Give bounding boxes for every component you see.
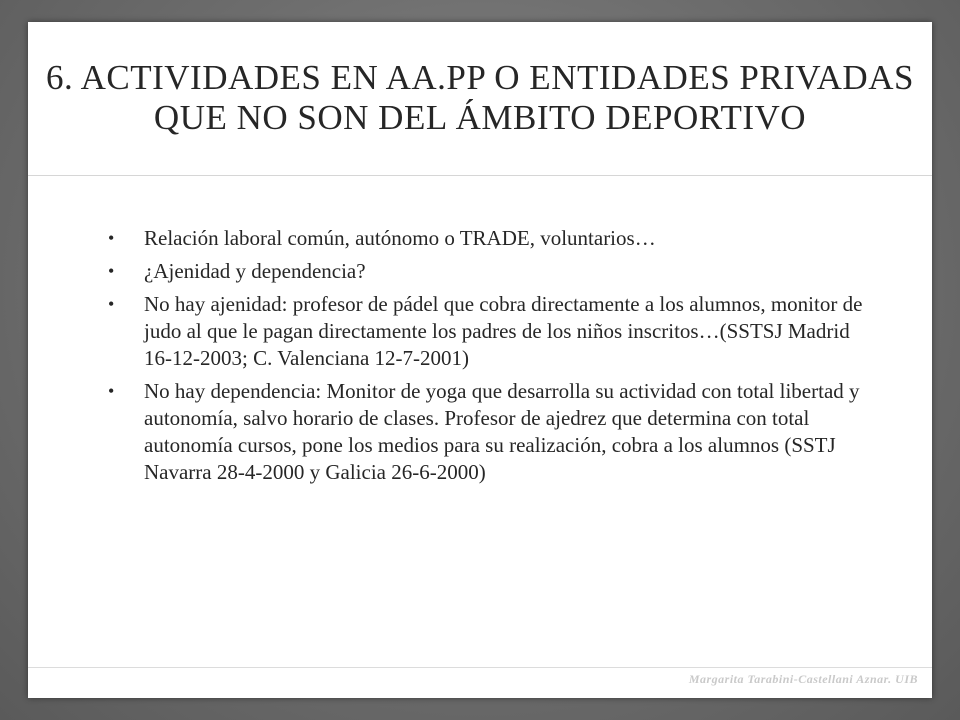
footer-author: Margarita Tarabini-Castellani Aznar. UIB [688,672,918,686]
slide-title: 6. ACTIVIDADES EN AA.PP O ENTIDADES PRIVADAS QUE NO SON DEL ÁMBITO DEPORTIVO [46,58,914,137]
bullet-icon: • [108,228,115,248]
title-divider [28,175,932,176]
bullet-icon: • [108,261,115,281]
title-area [28,22,932,174]
bullet-text: Relación laboral común, autónomo o TRADE, voluntarios… [144,226,656,250]
bullet-text: ¿Ajenidad y dependencia? [144,259,366,283]
bullet-item [108,378,868,486]
bullet-item [108,291,868,372]
bullet-item [108,225,868,252]
slide [28,22,932,698]
footer-divider [28,667,932,668]
bullet-icon: • [108,294,115,314]
bullet-text: No hay ajenidad: profesor de pádel que cobra directamente a los alumnos, monitor de judo al que le pagan directamente los padres de los niños inscritos…(SSTSJ Madrid 16-12-2003; C. Valenciana 12-7-2001) [144,292,863,370]
bullet-item [108,258,868,285]
bullet-text: No hay dependencia: Monitor de yoga que desarrolla su actividad con total libertad y autonomía, salvo horario de clases. Profesor de ajedrez que determina con total autonomía cursos, pone los medios para su realización, cobra a los alumnos (SSTJ Navarra 28-4-2000 y Galicia 26-6-2000) [144,379,860,484]
bullet-list [108,225,868,492]
bullet-icon: • [108,381,115,401]
